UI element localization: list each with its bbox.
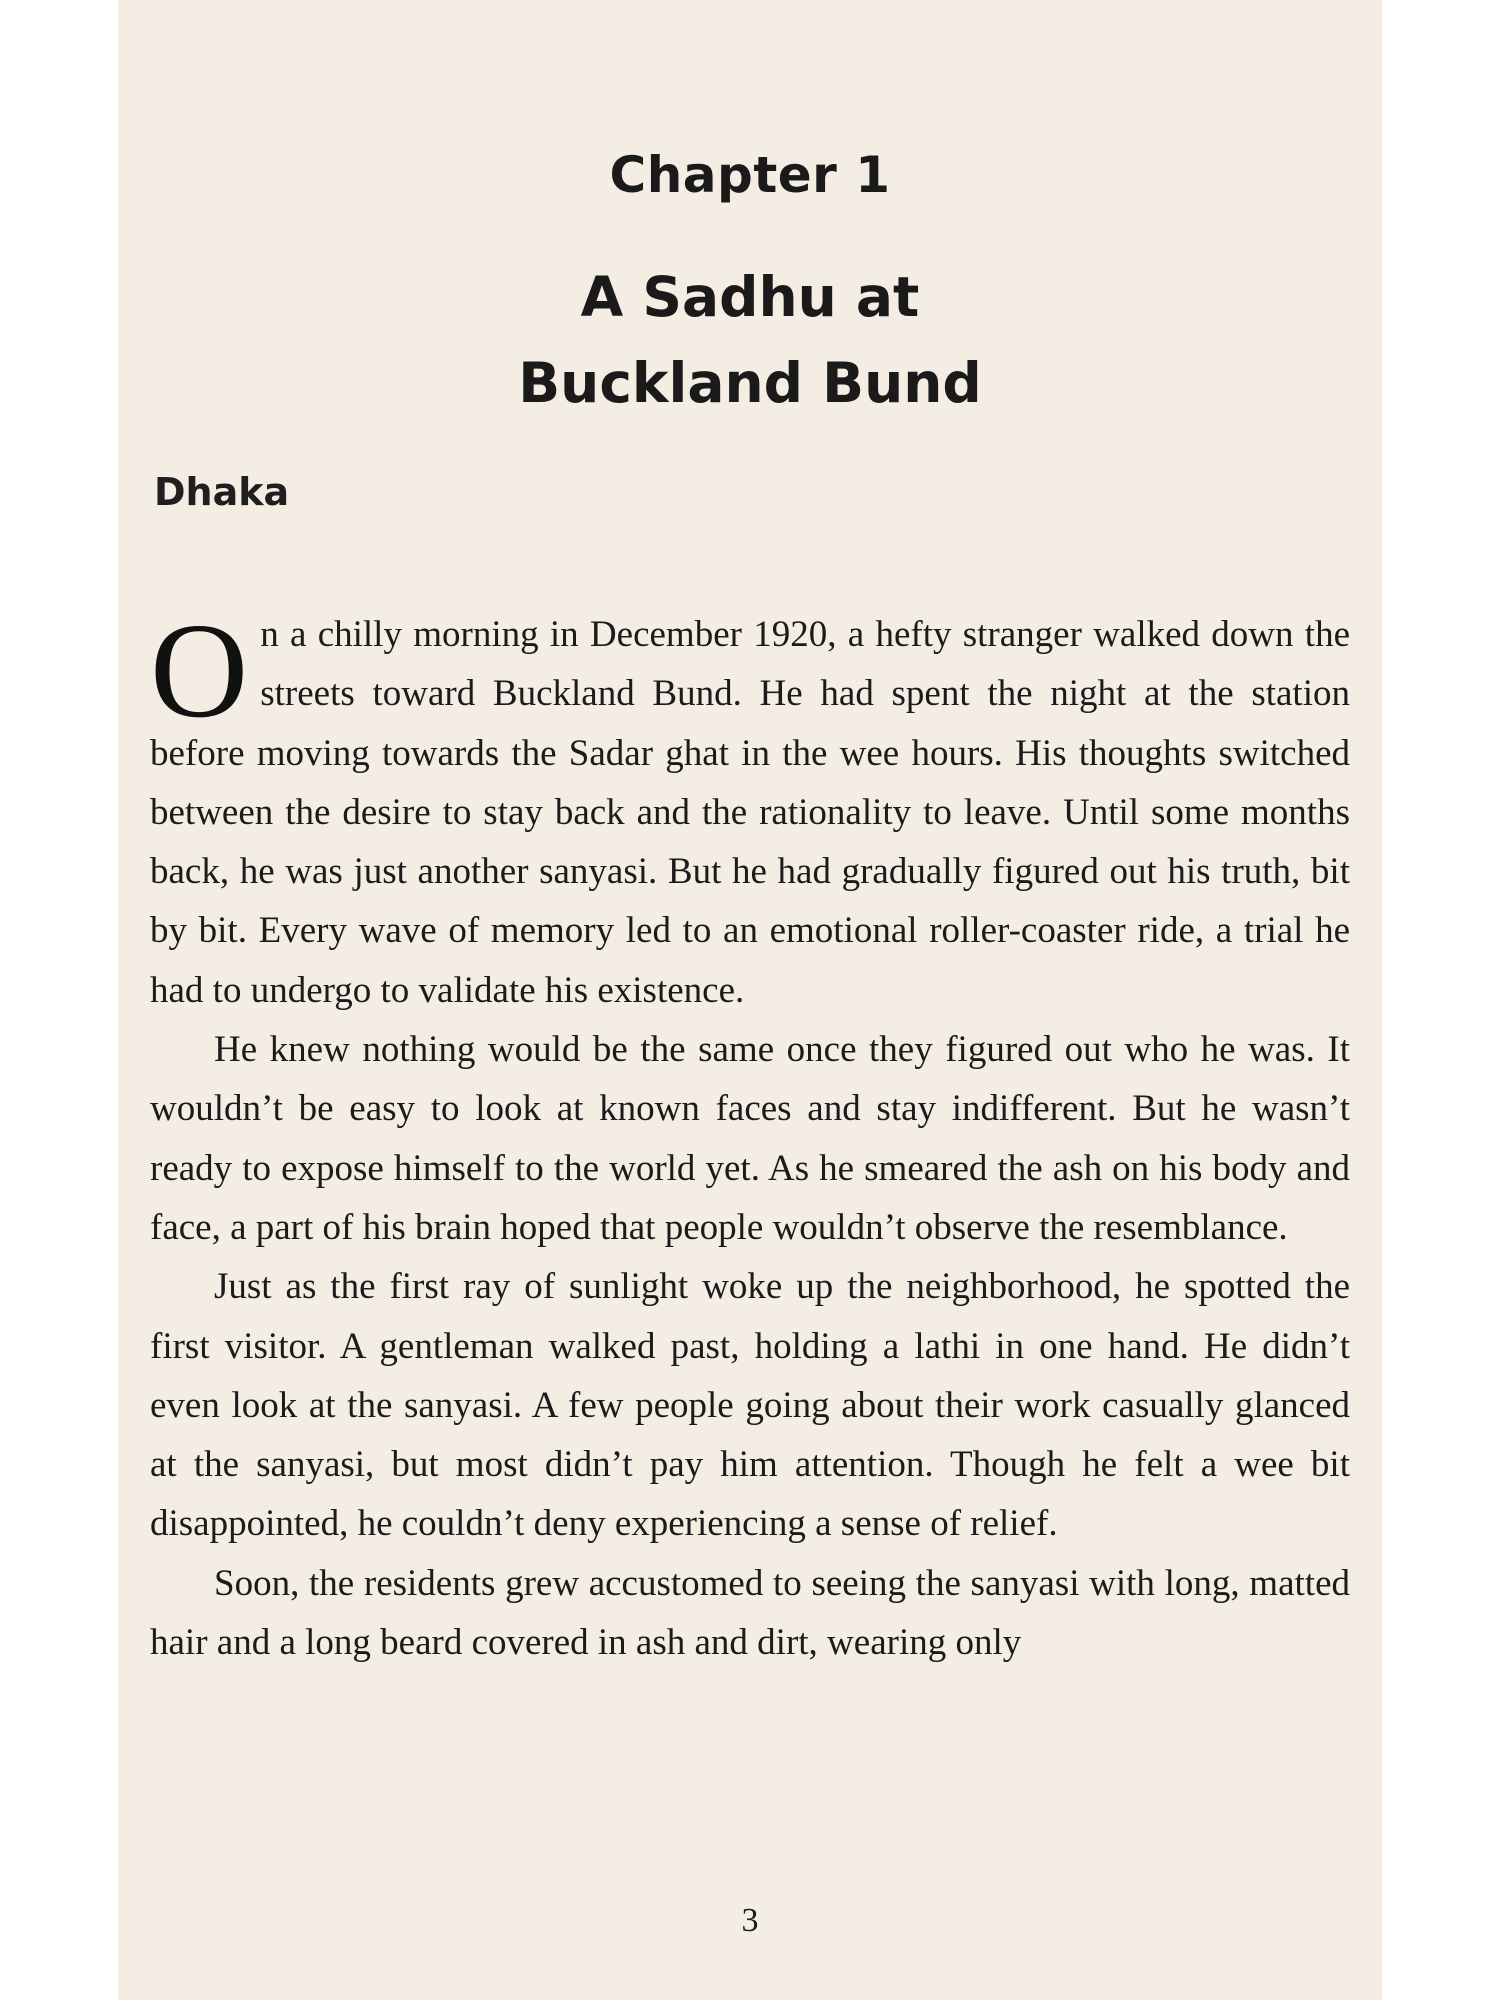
paragraph-1-text: n a chilly morning in December 1920, a hefty stranger walked down the streets toward Buckland Bund. He had spent the night at the station before moving towards the Sadar ghat in the wee hours. His thoughts switched between the desire to stay back and the rationality to leave. Until some months back, he was just another sanyasi. But he had gradually figured out his truth, bit by bit. Every wave of memory led to an emotional roller-coaster ride, a trial he had to undergo to validate his existence.: [150, 614, 1350, 1011]
paragraph-2: He knew nothing would be the same once they figured out who he was. It wouldn’t be easy to look at known faces and stay indifferent. But he wasn’t ready to expose himself to the world yet. As he smeared the ash on his body and face, a part of his brain hoped that people wouldn’t observe the resemblance.: [150, 1029, 1350, 1248]
chapter-title: [118, 254, 1382, 426]
paragraph-3: Just as the first ray of sunlight woke up the neighborhood, he spotted the first visitor. A gentleman walked past, holding a lathi in one hand. He didn’t even look at the sanyasi. A few people going about their work casually glanced at the sanyasi, but most didn’t pay him attention. Though he felt a wee bit disappointed, he couldn’t deny experiencing a sense of relief.: [150, 1266, 1350, 1545]
book-page: [118, 0, 1382, 2000]
chapter-title-line-1: A Sadhu at: [580, 265, 920, 329]
paragraph-1: [150, 596, 1350, 1020]
section-location-label: Dhaka: [154, 470, 290, 514]
chapter-body-text: [150, 596, 1350, 1672]
chapter-title-line-2: Buckland Bund: [518, 351, 982, 415]
paragraph-4: Soon, the residents grew accustomed to seeing the sanyasi with long, matted hair and a long beard covered in ash and dirt, wearing only: [150, 1562, 1350, 1664]
chapter-number: Chapter 1: [609, 146, 891, 204]
page-number: 3: [741, 1902, 759, 1939]
drop-cap-letter: O: [150, 596, 249, 746]
